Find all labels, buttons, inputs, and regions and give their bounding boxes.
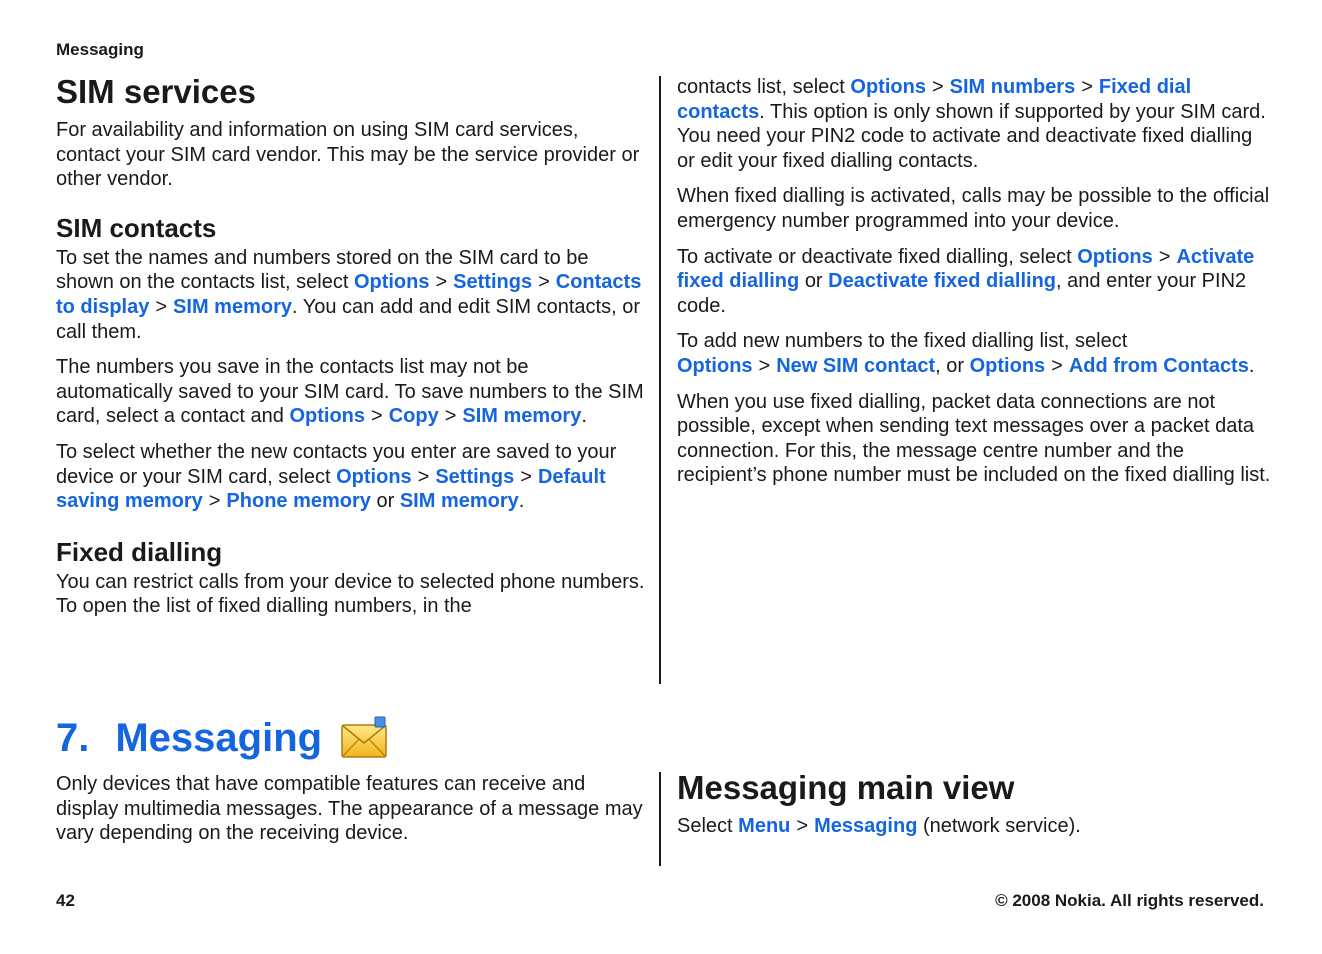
new-sim-contact-link[interactable]: New SIM contact <box>776 354 936 377</box>
path-separator: > <box>155 295 168 318</box>
deactivate-fixed-dialling-link[interactable]: Deactivate fixed dialling <box>828 270 1057 293</box>
path-separator: > <box>1051 354 1063 377</box>
sim-contacts-heading: SIM contacts <box>56 212 217 243</box>
path-separator: > <box>1081 76 1093 98</box>
chapter-intro-text: Only devices that have compatible features can receive and display multimedia messages. The appearance of a message may vary depending on the receiving device. <box>56 773 643 845</box>
add-from-contacts-link[interactable]: Add from Contacts <box>1068 354 1249 377</box>
sim-contacts-para-2: The numbers you save in the contacts list may not be automatically saved to your SIM card. To save numbers to the SIM card, select a contact and Options > Copy > SIM memory. <box>56 356 644 428</box>
path-separator: > <box>520 465 532 488</box>
chapter-heading <box>56 712 390 764</box>
fixed-dialling-heading: Fixed dialling <box>56 536 223 567</box>
fixed-dialling-text: You can restrict calls from your device to selected phone numbers. To open the list of fixed dialling numbers, in the <box>56 570 645 618</box>
path-separator: > <box>538 271 550 294</box>
messaging-main-view-heading: Messaging main view <box>677 769 1015 806</box>
chapter-intro-column <box>56 772 648 846</box>
path-separator: > <box>444 405 457 428</box>
path-separator: > <box>758 354 771 377</box>
options-link[interactable]: Options <box>1077 245 1153 268</box>
path-separator: > <box>371 405 383 428</box>
running-header: Messaging <box>56 40 144 59</box>
fixed-dialling-para-1: contacts list, select Options > SIM numbers > Fixed dial contacts. This option is only shown if supported by your SIM card. You need your PIN2 code to activate and deactivate fixed dialling or edit your fixed dialling contacts. <box>677 76 1266 172</box>
column-divider <box>659 772 661 866</box>
fixed-dialling-para-3: To activate or deactivate fixed dialling, select Options > Activate fixed dialling or Deactivate fixed dialling, and enter your PIN2 code. <box>677 245 1255 317</box>
fixed-dialling-para-5: When you use fixed dialling, packet data connections are not possible, except when sending text messages over a packet data connection. For this, the message centre number and the recipient’s phone number must be included on the fixed dialling list. <box>677 390 1271 487</box>
options-link[interactable]: Options <box>336 465 412 488</box>
left-column <box>56 72 648 619</box>
column-divider <box>659 76 661 684</box>
path-separator: > <box>1158 245 1171 268</box>
options-link[interactable]: Options <box>850 76 926 98</box>
fixed-dialling-para-2: When fixed dialling is activated, calls may be possible to the official emergency number programmed into your device. <box>677 185 1270 232</box>
sim-memory-link[interactable]: SIM memory <box>462 405 582 428</box>
sim-services-text: For availability and information on using SIM card services, contact your SIM card vendor. This may be the service provider or other vendor. <box>56 119 640 191</box>
path-separator: > <box>435 271 448 294</box>
chapter-number: 7. <box>56 715 90 760</box>
right-column <box>677 75 1271 499</box>
sim-contacts-para-1: To set the names and numbers stored on the SIM card to be shown on the contacts list, select Options > Settings > Contacts to display > SIM memory. You can add and edit SIM contacts, or call them. <box>56 246 642 343</box>
options-link[interactable]: Options <box>289 405 366 428</box>
messaging-main-view-column <box>677 768 1271 839</box>
path-separator: > <box>796 815 809 837</box>
settings-link[interactable]: Settings <box>453 271 533 294</box>
fixed-dialling-para-4: To add new numbers to the fixed dialling list, select Options > New SIM contact, or Options > Add from Contacts. <box>677 330 1255 377</box>
path-separator: > <box>417 465 430 488</box>
copyright-notice: © 2008 Nokia. All rights reserved. <box>995 891 1264 910</box>
settings-link[interactable]: Settings <box>435 465 515 488</box>
envelope-icon <box>340 715 390 761</box>
sim-contacts-para-3: To select whether the new contacts you enter are saved to your device or your SIM card, select Options > Settings > Default saving memory > Phone memory or SIM memory. <box>56 440 617 513</box>
sim-memory-link[interactable]: SIM memory <box>399 490 519 513</box>
options-link[interactable]: Options <box>677 354 753 377</box>
path-separator: > <box>931 76 944 98</box>
options-link[interactable]: Options <box>353 271 430 294</box>
sim-services-heading: SIM services <box>56 73 256 110</box>
contacts-to-display-link[interactable]: Contacts to display <box>56 271 642 318</box>
messaging-link[interactable]: Messaging <box>814 815 918 837</box>
activate-fixed-dialling-link[interactable]: Activate fixed dialling <box>677 245 1255 293</box>
sim-numbers-link[interactable]: SIM numbers <box>949 76 1076 98</box>
fixed-dial-contacts-link[interactable]: Fixed dial contacts <box>677 76 1192 123</box>
sim-memory-link[interactable]: SIM memory <box>173 295 292 318</box>
default-saving-memory-link[interactable]: Default saving memory <box>56 465 606 513</box>
path-separator: > <box>208 490 221 513</box>
messaging-main-view-text: Select Menu > Messaging (network service). <box>677 815 1081 837</box>
options-link[interactable]: Options <box>969 354 1046 377</box>
menu-link[interactable]: Menu <box>738 815 791 837</box>
page-number: 42 <box>56 891 75 910</box>
copy-link[interactable]: Copy <box>388 405 439 428</box>
chapter-title: Messaging <box>115 715 323 760</box>
phone-memory-link[interactable]: Phone memory <box>226 490 371 513</box>
